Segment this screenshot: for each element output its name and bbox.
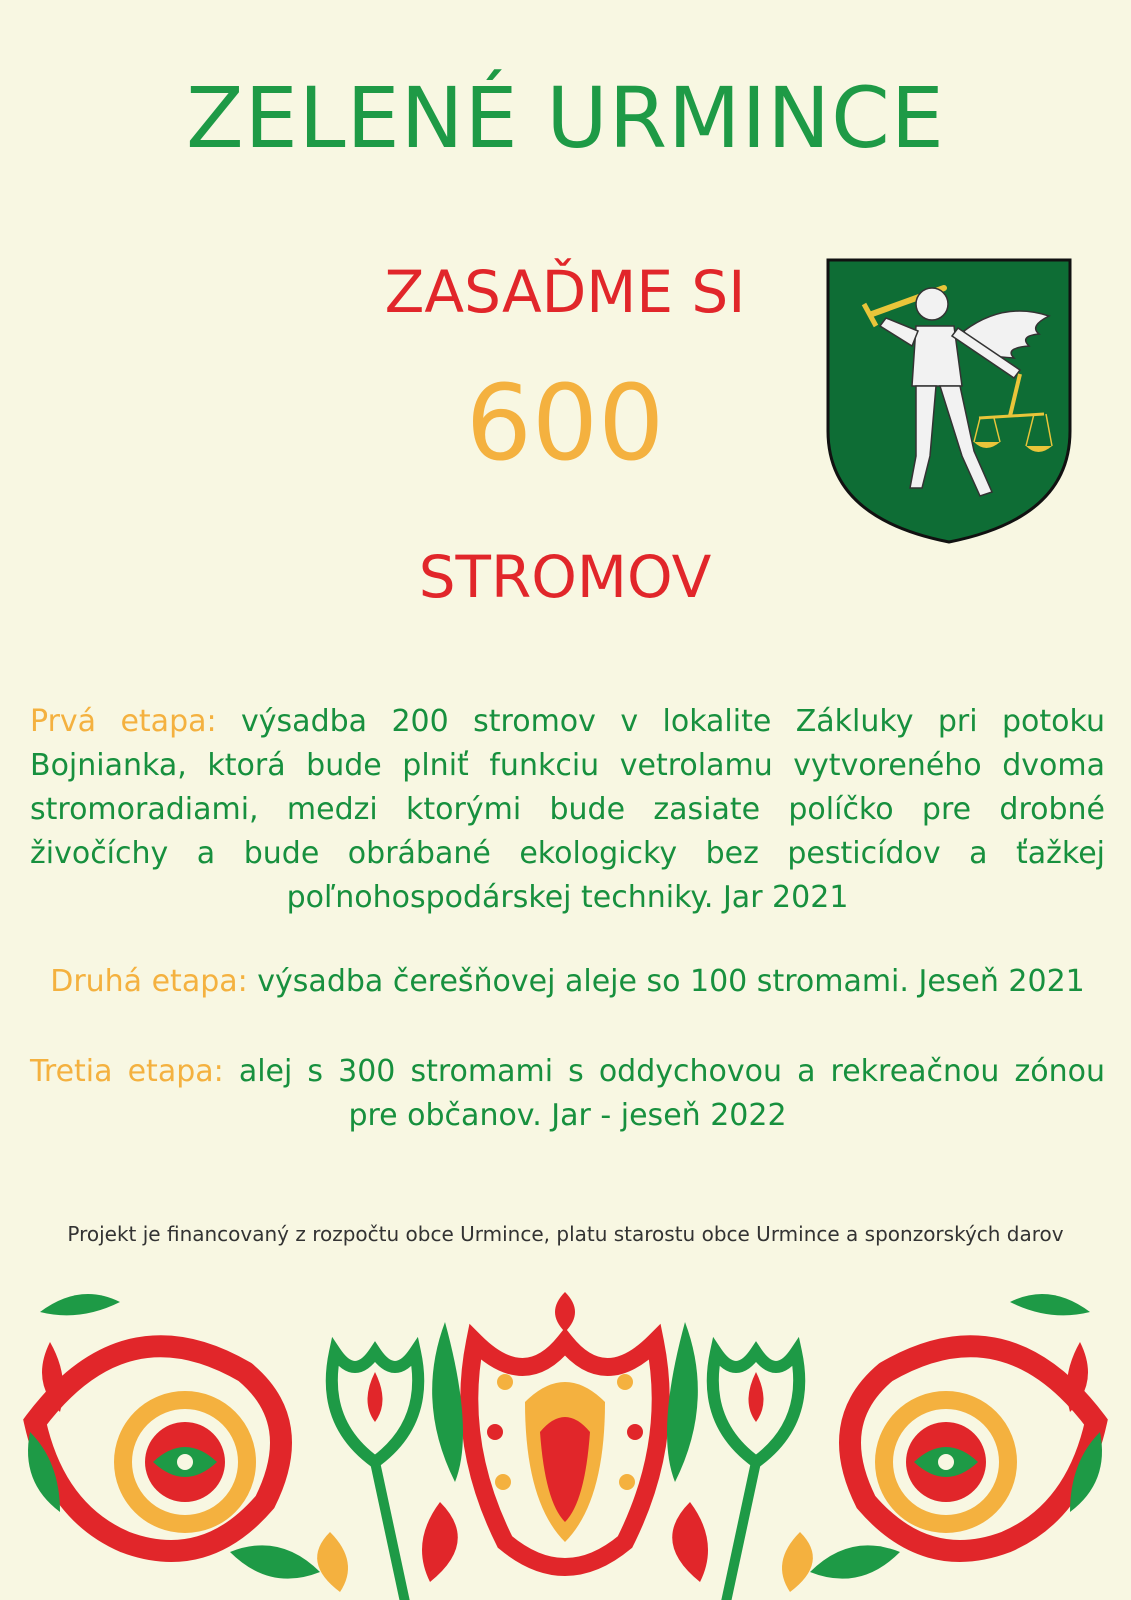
stage-2-text: výsadba čerešňovej aleje so 100 stromami. Jeseň 2021 xyxy=(257,964,1085,999)
stage-1-text: výsadba 200 stromov v lokalite Zákluky pri potoku Bojnianka, ktorá bude plniť funkciu vetrolamu vytvoreného dvoma stromoradiami, medzi ktorými bude zasiate políčko pre drobné živočíchy a bude obrábané ekologicky bez pesticídov a ťažkej poľnohospodárskej techniky. Jar 2021 xyxy=(30,704,1105,915)
hero-number: 600 xyxy=(465,362,665,484)
hero-line-3: STROMOV xyxy=(418,543,712,611)
hero-line-1: ZASAĎME SI xyxy=(384,258,746,326)
stage-2 xyxy=(30,960,1105,1004)
poster-title: ZELENÉ URMINCE xyxy=(186,69,945,167)
coat-of-arms-icon xyxy=(824,256,1074,546)
funding-note: Projekt je financovaný z rozpočtu obce Urmince, platu starostu obce Urmince a sponzorských darov xyxy=(67,1222,1064,1246)
stage-1-label: Prvá etapa: xyxy=(30,704,217,739)
stage-1 xyxy=(30,700,1105,920)
stage-3-label: Tretia etapa: xyxy=(30,1054,224,1089)
folk-floral-ornament-icon xyxy=(0,1282,1131,1600)
stage-3-text: alej s 300 stromami s oddychovou a rekreačnou zónou pre občanov. Jar - jeseň 2022 xyxy=(238,1054,1105,1133)
stage-3 xyxy=(30,1050,1105,1138)
stage-2-label: Druhá etapa: xyxy=(50,964,248,999)
